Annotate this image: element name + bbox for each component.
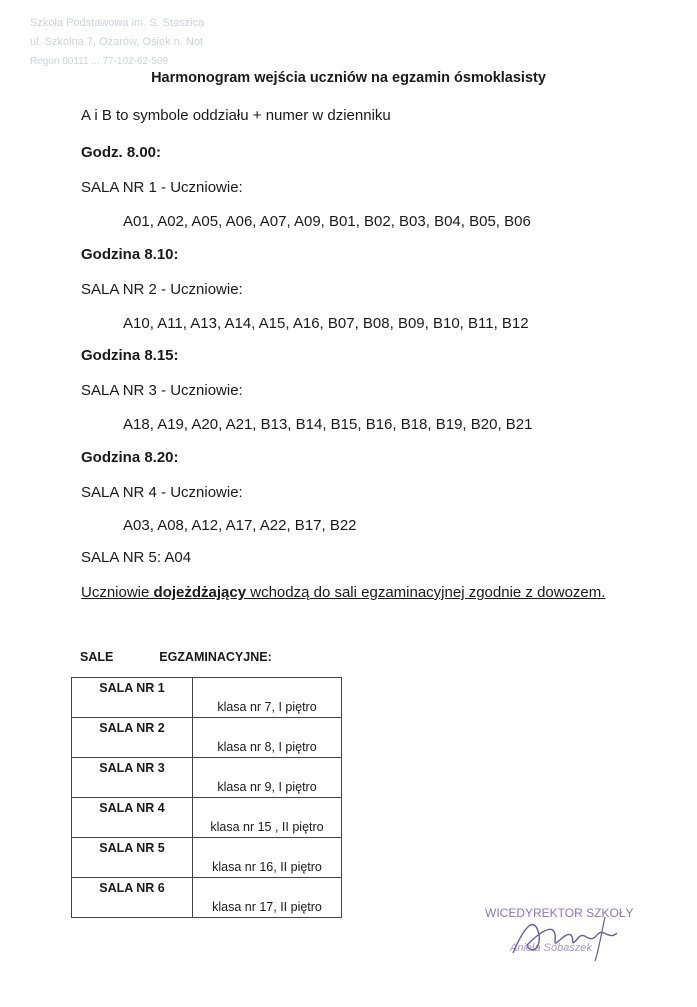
group-2-time: Godzina 8.10: bbox=[81, 246, 179, 263]
stamp-line-3: Regon 00111 ... 77-102-62-509 bbox=[30, 56, 169, 67]
room-name: SALA NR 2 bbox=[72, 718, 193, 758]
room-name: SALA NR 1 bbox=[72, 678, 193, 718]
room-name: SALA NR 3 bbox=[72, 758, 193, 798]
room-name: SALA NR 6 bbox=[72, 878, 193, 918]
group-2-room: SALA NR 2 - Uczniowie: bbox=[81, 281, 243, 298]
room-place: klasa nr 9, I piętro bbox=[193, 758, 342, 798]
legend-text: A i B to symbole oddziału + numer w dzienniku bbox=[81, 107, 391, 124]
room-place: klasa nr 17, II piętro bbox=[193, 878, 342, 918]
signature-name-stamp: Aniela Sobaszek bbox=[510, 942, 592, 954]
note-suffix: wchodzą do sali egzaminacyjnej zgodnie z dowozem. bbox=[246, 584, 606, 601]
room-place: klasa nr 15 , II piętro bbox=[193, 798, 342, 838]
rooms-heading: SALE EGZAMINACYJNE: bbox=[80, 650, 272, 664]
stamp-line-2: ul. Szkolna 7, Ożarów, Ośiek n. Not bbox=[30, 36, 204, 48]
school-stamp bbox=[30, 14, 204, 71]
group-3-students: A18, A19, A20, A21, B13, B14, B15, B16, B18, B19, B20, B21 bbox=[123, 416, 533, 433]
rooms-table bbox=[71, 677, 342, 918]
group-1-room: SALA NR 1 - Uczniowie: bbox=[81, 179, 243, 196]
signature-role-stamp: WICEDYREKTOR SZKOŁY bbox=[485, 906, 634, 920]
group-1-students: A01, A02, A05, A06, A07, A09, B01, B02, B03, B04, B05, B06 bbox=[123, 213, 531, 230]
room-name: SALA NR 4 bbox=[72, 798, 193, 838]
table-row bbox=[72, 878, 342, 918]
note-bold-word: dojeżdżający bbox=[153, 584, 247, 601]
room-place: klasa nr 16, II piętro bbox=[193, 838, 342, 878]
group-4-students: A03, A08, A12, A17, A22, B17, B22 bbox=[123, 517, 357, 534]
table-row bbox=[72, 718, 342, 758]
room-place: klasa nr 8, I piętro bbox=[193, 718, 342, 758]
room-place: klasa nr 7, I piętro bbox=[193, 678, 342, 718]
group-4-time: Godzina 8.20: bbox=[81, 449, 179, 466]
group-4-room: SALA NR 4 - Uczniowie: bbox=[81, 484, 243, 501]
table-row bbox=[72, 838, 342, 878]
group-3-room: SALA NR 3 - Uczniowie: bbox=[81, 382, 243, 399]
room-5-line: SALA NR 5: A04 bbox=[81, 549, 192, 566]
document-title: Harmonogram wejścia uczniów na egzamin ósmoklasisty bbox=[151, 70, 546, 86]
group-2-students: A10, A11, A13, A14, A15, A16, B07, B08, B09, B10, B11, B12 bbox=[123, 315, 529, 332]
group-1-time: Godz. 8.00: bbox=[81, 144, 162, 161]
stamp-line-1: Szkoła Podstawowa im. S. Staszica bbox=[30, 17, 205, 29]
table-row bbox=[72, 678, 342, 718]
note-prefix: Uczniowie bbox=[81, 584, 154, 601]
group-3-time: Godzina 8.15: bbox=[81, 347, 179, 364]
table-row bbox=[72, 798, 342, 838]
room-name: SALA NR 5 bbox=[72, 838, 193, 878]
commuting-students-note bbox=[81, 584, 605, 601]
table-row bbox=[72, 758, 342, 798]
handwritten-signature-icon bbox=[505, 905, 635, 965]
